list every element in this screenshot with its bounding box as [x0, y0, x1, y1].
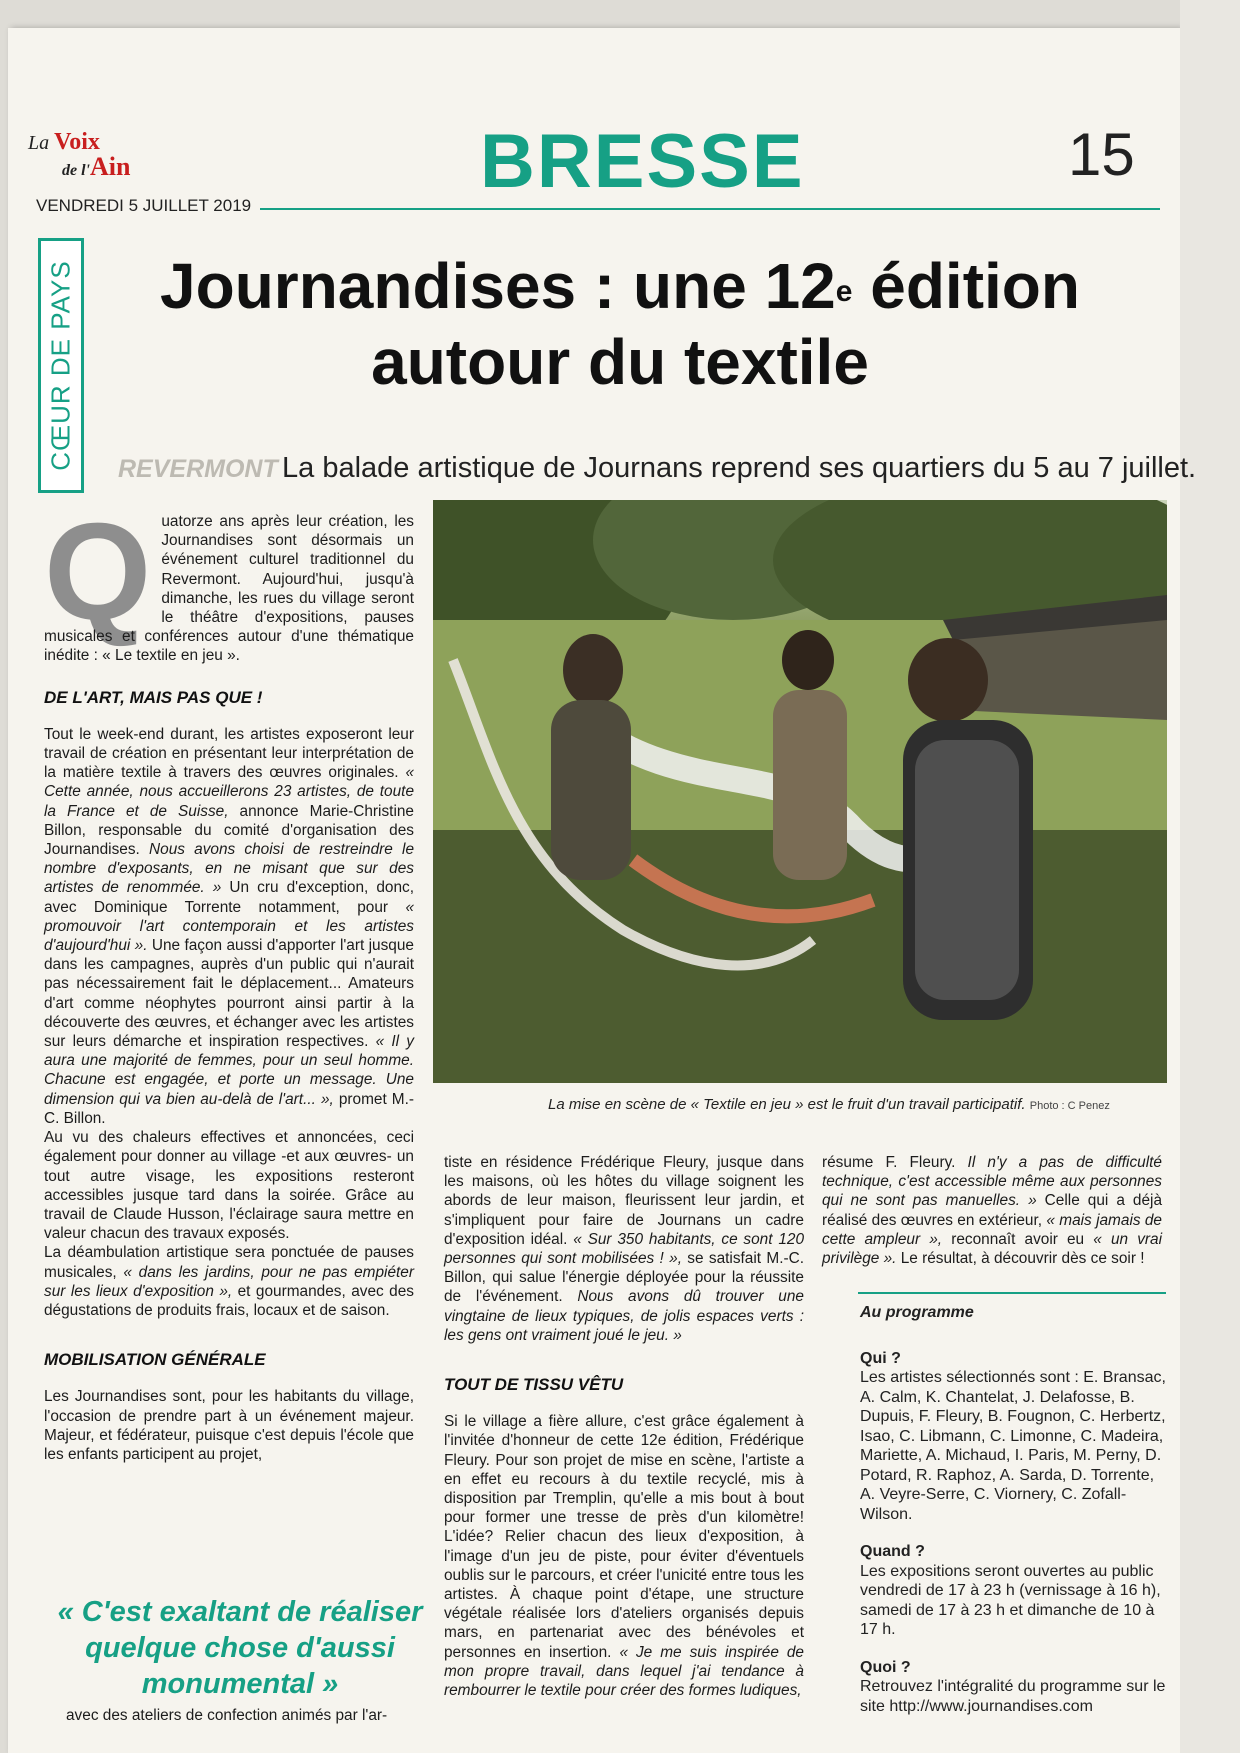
- drop-cap: Q: [44, 495, 152, 649]
- quand-text: Les expositions seront ouvertes au public vendredi de 17 à 23 h (vernissage à 16 h), samedi de 17 à 23 h et dimanche de 10 à 17 h.: [860, 1562, 1161, 1638]
- programme-box: [860, 1303, 1166, 1716]
- text: se satisfait M.-C. Billon, qui salue l'énergie déployée pour la réussite de l'événement.: [444, 1250, 804, 1306]
- quand-heading: Quand ?: [860, 1543, 925, 1560]
- page-number: 15: [1068, 121, 1135, 188]
- subhead: DE L'ART, MAIS PAS QUE !: [44, 687, 263, 707]
- paragraph: [44, 725, 414, 1128]
- qui-text: Les artistes sélectionnés sont : E. Bransac, A. Calm, K. Chantelat, J. Delafosse, B. Dupuis, F. Fleury, B. Fougnon, C. Herbertz, Isao, C. Libmann, C. Limonne, C. Madeira, Mariette, A. Michaud, I. Paris, M. Perny, D. Potard, R. Raphoz, A. Sarda, D. Torrente, A. Veyre-Serre, C. Viornery, C. Zofall-Wilson.: [860, 1369, 1166, 1523]
- section-tag: [38, 238, 84, 493]
- quote: « Je me suis inspirée de mon propre travail, dans lequel j'ai tendance à rembourrer le textile pour créer des formes ludiques,: [444, 1643, 804, 1700]
- paragraph: [822, 1153, 1162, 1268]
- logo-ain: Ain: [90, 152, 131, 181]
- text: Celle qui a déjà réalisé des œuvres en extérieur,: [822, 1192, 1163, 1229]
- text: La déambulation artistique sera ponctuée de pauses musicales,: [44, 1244, 414, 1281]
- page-edge: [1180, 0, 1240, 1753]
- text: Tout le week-end durant, les artistes exposeront leur travail de création en présentant leur interprétation de la matière textile à travers des œuvres originales.: [44, 725, 414, 782]
- quote: Nous avons dû trouver une vingtaine de lieux typiques, de jolis espaces verts : les gens ont vraiment joué le jeu. »: [444, 1288, 804, 1344]
- quote: « Il y aura une majorité de femmes, pour un seul homme. Chacune est engagée, et porte un message. Une dimension qui va bien au-delà de l'art... »,: [44, 1033, 414, 1108]
- pull-quote: « C'est exaltant de réaliser quelque chose d'aussi monumental »: [57, 1596, 423, 1700]
- paragraph: [444, 1412, 804, 1700]
- quote: « Cette année, nous accueillerons 23 artistes, de toute la France et de Suisse,: [44, 764, 414, 820]
- headline-sup: e: [835, 275, 853, 308]
- quote: « un vrai privilège ».: [822, 1230, 1163, 1268]
- photo-credit: Photo : C Penez: [1029, 1100, 1110, 1112]
- article-column-2: [444, 1153, 804, 1700]
- section-tag-label: CŒUR DE PAYS: [45, 260, 76, 471]
- paragraph: avec des ateliers de confection animés par l'ar-: [66, 1707, 388, 1724]
- newspaper-logo: [28, 130, 130, 180]
- headline-part: Journandises : une 12: [160, 250, 836, 322]
- headline-line2: autour du textile: [371, 326, 869, 398]
- subhead: MOBILISATION GÉNÉRALE: [44, 1350, 266, 1370]
- article-column-1-end: [66, 1706, 426, 1725]
- quoi-text: Retrouvez l'intégralité du programme sur le site http://www.journandises.com: [860, 1678, 1166, 1715]
- issue-date: VENDREDI 5 JUILLET 2019: [36, 196, 252, 215]
- section-title: BRESSE: [480, 119, 805, 204]
- quote: Nous avons choisi de restreindre le nombre d'exposants, en ne misant que sur des artistes de renommée. »: [44, 841, 415, 897]
- paragraph: [44, 1243, 414, 1320]
- programme-title: Au programme: [860, 1304, 974, 1321]
- text: tiste en résidence Frédérique Fleury, jusque dans les maisons, où les hôtes du village soignent les abords de leur maison, fleurissent leur jardin, et s'impliquent pour faire de Journans un cadre d'exposition idéal.: [444, 1154, 804, 1248]
- intro-text: uatorze ans après leur création, les Journandises sont désormais un événement culturel traditionnel du Revermont. Aujourd'hui, jusqu'à dimanche, les rues du village seront le théâtre d'expositions, pauses musicales et conférences autour d'une thématique inédite : « Le textile en jeu ».: [44, 513, 414, 665]
- article-column-3: [822, 1153, 1162, 1268]
- text: résume F. Fleury.: [822, 1154, 968, 1171]
- text: annonce Marie-Christine Billon, responsable du comité d'organisation des Journandises.: [44, 802, 414, 859]
- headline: [90, 248, 1150, 400]
- programme-rule: [858, 1292, 1166, 1294]
- subhead: TOUT DE TISSU VÊTU: [444, 1375, 624, 1395]
- quote: « Sur 350 habitants, ce sont 120 personnes qui sont mobilisées ! »,: [444, 1230, 805, 1268]
- qui-heading: Qui ?: [860, 1349, 901, 1367]
- quote: « mais jamais de cette ampleur »,: [822, 1211, 1162, 1248]
- logo-de: de l': [62, 162, 90, 179]
- photo-illustration: [433, 500, 1167, 1083]
- logo-voix: Voix: [54, 129, 100, 155]
- paragraph: [444, 1153, 804, 1345]
- text: reconnaît avoir eu: [942, 1230, 1094, 1248]
- header-rule: [260, 208, 1160, 210]
- text: promet M.-C. Billon.: [44, 1090, 414, 1127]
- text: Une façon aussi d'apporter l'art jusque dans les campagnes, auprès d'un public qui n'aurait pas nécessairement fait le déplacement... Amateurs d'art comme néophytes pourront ainsi partir à la découverte des œuvres, et échanger avec les artistes sur leurs démarche et inspiration respectives.: [44, 937, 414, 1051]
- kicker: REVERMONT: [118, 455, 278, 483]
- standfirst: La balade artistique de Journans reprend ses quartiers du 5 au 7 juillet.: [282, 452, 1197, 484]
- article-photo: [433, 500, 1167, 1083]
- text: Un cru d'exception, donc, avec Dominique Torrente notamment, pour: [44, 879, 414, 916]
- paragraph: Les Journandises sont, pour les habitants du village, l'occasion de prendre part à un événement majeur. Majeur, et fédérateur, puisque c'est depuis l'école que les enfants participent au projet,: [44, 1388, 414, 1463]
- text: et gourmandes, avec des dégustations de produits frais, locaux et de saison.: [44, 1282, 414, 1319]
- text: Le résultat, à découvrir dès ce soir !: [896, 1250, 1145, 1268]
- quoi-heading: Quoi ?: [860, 1658, 911, 1676]
- headline-part: édition: [852, 250, 1080, 322]
- paragraph: Au vu des chaleurs effectives et annoncées, ceci également pour donner au village -et aux œuvres- un tout autre visage, les expositions resteront accessibles jusque tard dans la soirée. Grâce au travail de Claude Husson, l'éclairage saura mettre en valeur chacun des travaux exposés.: [44, 1129, 414, 1243]
- quote: Il n'y a pas de difficulté technique, c'est accessible même aux personnes qui ne sont pas manuelles. »: [822, 1154, 1162, 1210]
- quote: « dans les jardins, pour ne pas empiéter sur les lieux d'exposition »,: [44, 1263, 414, 1300]
- photo-caption: [548, 1096, 1110, 1113]
- caption-text: La mise en scène de « Textile en jeu » est le fruit d'un travail participatif.: [548, 1096, 1026, 1113]
- quote: « promouvoir l'art contemporain et les artistes d'aujourd'hui ».: [44, 898, 414, 955]
- article-column-1: [44, 495, 415, 1464]
- logo-la: La: [28, 132, 50, 154]
- text: Si le village a fière allure, c'est grâce également à l'invitée d'honneur de cette 12e édition, Frédérique Fleury. Pour son projet de mise en scène, l'artiste a en effet eu recours à du textile recyclé, mis à disposition par Tremplin, qu'elle a mis bout à bout pour former une tresse de près d'un kilomètre! L'idée? Relier chacun des lieux d'exposition, à l'image d'un jeu de piste, pour éviter d'éventuels oublis sur le parcours, et créer l'unicité entre tous les artistes. À chaque point d'étape, une structure végétale réalisée lors d'ateliers organisés depuis mars, en partenariat avec des bénévoles et personnes en insertion.: [444, 1413, 804, 1661]
